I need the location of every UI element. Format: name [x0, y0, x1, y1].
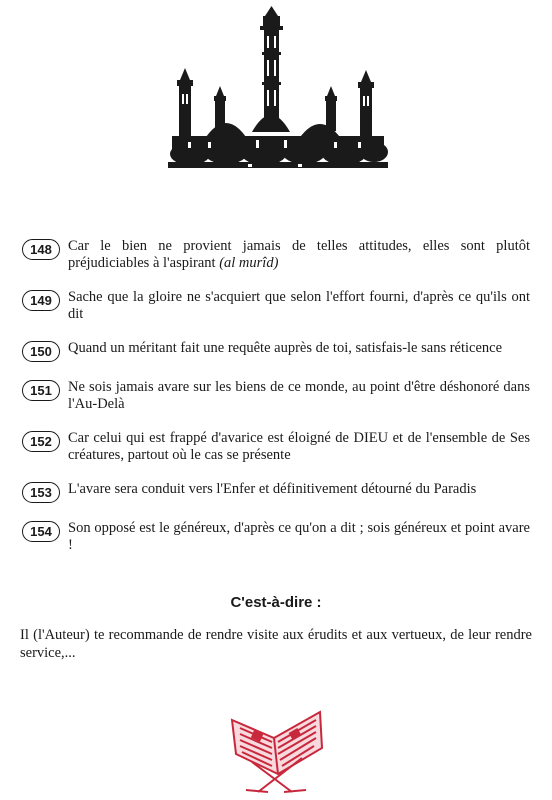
verse-text: Ne sois jamais avare sur les biens de ce monde, au point d'être déshonoré dans l'Au-Delà	[68, 379, 530, 412]
verse-number-badge: 153	[22, 482, 60, 503]
verse-number-badge: 148	[22, 239, 60, 260]
verse-151	[22, 379, 530, 413]
verse-154	[22, 520, 530, 554]
commentary-text: Il (l'Auteur) te recommande de rendre visite aux érudits et aux vertueux, de leur rendre service,...	[20, 627, 532, 661]
verse-number-badge: 149	[22, 290, 60, 311]
mosque-illustration	[168, 2, 388, 176]
verses-list	[22, 238, 530, 571]
verse-number-badge: 154	[22, 521, 60, 542]
verse-number-badge: 152	[22, 431, 60, 452]
verse-text: Car le bien ne provient jamais de telles attitudes, elles sont plutôt préjudiciables à l'aspirant (al murîd)	[68, 238, 530, 271]
verse-148	[22, 238, 530, 272]
verse-text: Car celui qui est frappé d'avarice est éloigné de DIEU et de l'ensemble de Ses créatures, partout où le cas se présente	[68, 430, 530, 463]
commentary-heading: C'est-à-dire :	[230, 594, 322, 611]
open-book-illustration	[222, 702, 330, 794]
verse-text: Quand un méritant fait une requête auprès de toi, satisfais-le sans réticence	[68, 340, 503, 356]
verse-text: Sache que la gloire ne s'acquiert que selon l'effort fourni, d'après ce qu'ils ont dit	[68, 289, 530, 322]
verse-150	[22, 340, 530, 362]
verse-153	[22, 481, 530, 503]
verse-149	[22, 289, 530, 323]
verse-number-badge: 150	[22, 341, 60, 362]
verse-text: Son opposé est le généreux, d'après ce qu'on a dit ; sois généreux et point avare !	[68, 520, 530, 553]
verse-number-badge: 151	[22, 380, 60, 401]
verse-italic-term: (al murîd)	[219, 255, 279, 271]
verse-text: L'avare sera conduit vers l'Enfer et définitivement détourné du Paradis	[68, 481, 477, 497]
verse-152	[22, 430, 530, 464]
